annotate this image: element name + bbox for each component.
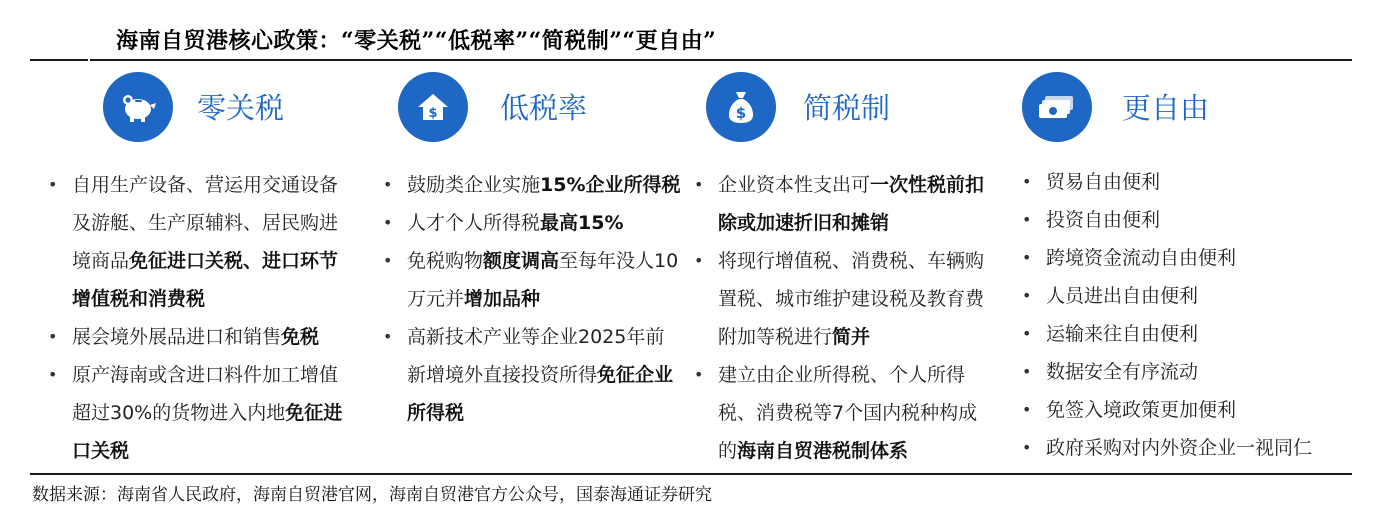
column-heading: 更自由: [1122, 91, 1210, 125]
column-header: [1022, 66, 1362, 146]
list-item: • 跨境资金流动自由便利: [1020, 239, 1350, 277]
list-item: • 企业资本性支出可一次性税前扣除或加速折旧和摊销: [692, 166, 992, 242]
piggy-bank-icon: [103, 72, 173, 142]
column-zero-tariff: [72, 66, 383, 462]
money-bag-icon: [706, 72, 776, 142]
column-low-tax-rate: [398, 66, 688, 424]
list-item: • 展会境外展品进口和销售免税: [46, 318, 356, 356]
list-item: • 政府采购对内外资企业一视同仁: [1020, 429, 1350, 467]
column-header: [706, 66, 996, 146]
column-header: [398, 66, 688, 146]
column-heading: 零关税: [197, 91, 285, 125]
item-list: [381, 166, 681, 432]
list-item: • 免签入境政策更加便利: [1020, 391, 1350, 429]
list-item: • 建立由企业所得税、个人所得税、消费税等7个国内税种构成的海南自贸港税制体系: [692, 356, 992, 470]
list-item: • 投资自由便利: [1020, 201, 1350, 239]
column-header: [103, 66, 383, 146]
list-item: • 贸易自由便利: [1020, 163, 1350, 201]
page-title: 海南自贸港核心政策：“零关税”“低税率”“简税制”“更自由”: [116, 28, 717, 54]
column-heading: 低税率: [500, 91, 588, 125]
item-list: [46, 166, 356, 470]
top-divider: [30, 59, 1352, 61]
list-item: • 高新技术产业等企业2025年前新增境外直接投资所得免征企业所得税: [381, 318, 681, 432]
svg-text:$: $: [428, 106, 438, 121]
column-more-freedom: [1022, 66, 1362, 459]
list-item: • 人才个人所得税最高15%: [381, 204, 681, 242]
list-item: • 自用生产设备、营运用交通设备及游艇、生产原辅料、居民购进境商品免征进口关税、进口环节增值税和消费税: [46, 166, 356, 318]
list-item: • 数据安全有序流动: [1020, 353, 1350, 391]
top-divider-gap: [88, 55, 90, 63]
list-item: • 将现行增值税、消费税、车辆购置税、城市维护建设税及教育费附加等税进行简并: [692, 242, 992, 356]
house-dollar-icon: [398, 72, 468, 142]
item-list: [1020, 163, 1350, 467]
list-item: • 免税购物额度调高至每年没人10万元并增加品种: [381, 242, 681, 318]
list-item: • 运输来往自由便利: [1020, 315, 1350, 353]
source-note: 数据来源：海南省人民政府，海南自贸港官网，海南自贸港官方公众号，国泰海通证券研究: [32, 485, 712, 505]
item-list: [692, 166, 992, 470]
list-item: • 人员进出自由便利: [1020, 277, 1350, 315]
column-simple-tax-system: [706, 66, 996, 462]
cash-stack-icon: [1022, 72, 1092, 142]
svg-text:$: $: [735, 104, 747, 122]
bottom-divider: [30, 473, 1352, 475]
list-item: • 鼓励类企业实施15%企业所得税: [381, 166, 681, 204]
column-heading: 简税制: [803, 91, 891, 125]
list-item: • 原产海南或含进口料件加工增值超过30%的货物进入内地免征进口关税: [46, 356, 356, 470]
